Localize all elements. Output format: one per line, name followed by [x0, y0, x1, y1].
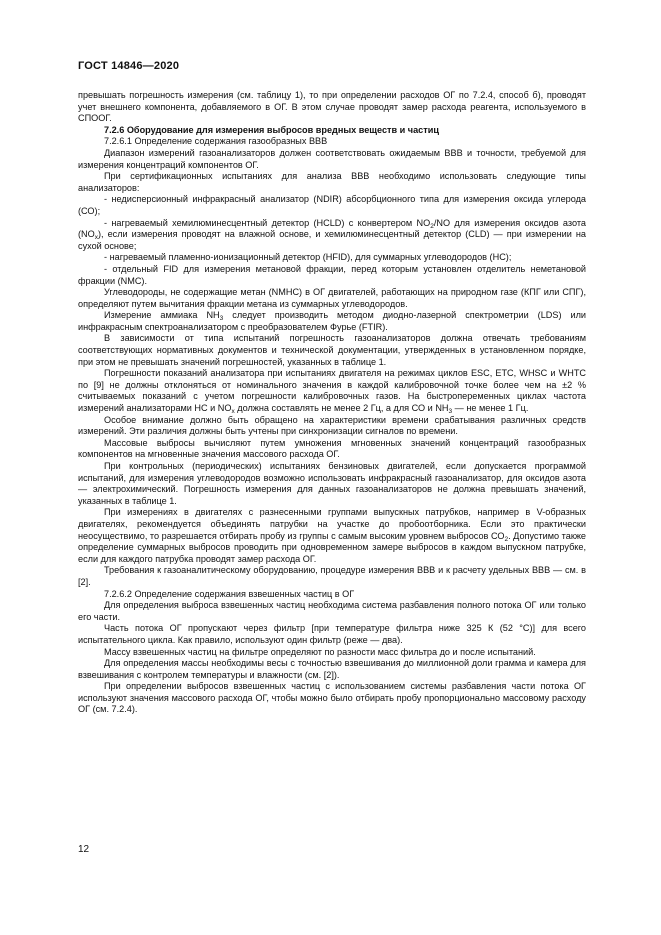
text-run: Погрешности показаний анализатора при испытаниях двигателя на режимах циклов ESC, ETC, WHSC и WHTC по [9] не должны отклоняться от номинального значения в каждой калибровочной точке более чем на ±2 % считываемых показаний с учетом погрешности калибровочных газов. На быстропеременных циклах частота измерений анализаторами НС и NO	[78, 368, 586, 414]
text-run: ), если измерения проводят на влажной основе, и хемилюминесцентный детектор (CLD) — при измерении на сухой основе;	[78, 229, 586, 251]
paragraph: Для определения массы необходимы весы с точностью взвешивания до миллионной доли грамма и камера для взвешивания с контролем температуры и влажности (см. [2]).	[78, 658, 586, 680]
paragraph: Массовые выбросы вычисляют путем умножения мгновенных значений концентраций газообразных компонентов на мгновенные значения массового расхода ОГ.	[78, 437, 586, 460]
subscript: 2	[430, 222, 434, 230]
list-item: - нагреваемый пламенно-ионизационный детектор (HFID), для суммарных углеводородов (НС);	[104, 252, 512, 263]
paragraph	[78, 507, 586, 565]
paragraph	[78, 310, 586, 333]
paragraph: При сертификационных испытаниях для анализа ВВВ необходимо использовать следующие типы анализаторов:	[78, 171, 586, 193]
text-run: должна составлять не менее 2 Гц, а для СО и NH	[234, 403, 449, 414]
page-number: 12	[78, 844, 90, 855]
subscript: 3	[219, 315, 224, 323]
paragraph: превышать погрешность измерения (см. таблицу 1), то при определении расходов ОГ по 7.2.4, способ б), проводят учет внешнего компонента, добавляемого в ОГ. В этом случае проводят замер расхода реагента, используемого в СПООГ.	[78, 90, 586, 124]
paragraph: Диапазон измерений газоанализаторов должен соответствовать ожидаемым ВВВ и точности, требуемой для измерения концентраций компонентов ОГ.	[78, 147, 586, 170]
text-run: /NO для измерения оксидов азота (NO	[78, 217, 586, 240]
subscript: x	[231, 408, 235, 416]
document-id-header: ГОСТ 14846—2020	[78, 60, 180, 72]
list-item	[78, 218, 586, 253]
paragraph: При определении выбросов взвешенных частиц с использованием системы разбавления части потока ОГ используют значения массового расхода ОГ, чтобы можно было отбирать пробу пропорционально массовому расходу ОГ (см. 7.2.4).	[78, 681, 586, 715]
list-item: - недисперсионный инфракрасный анализатор (NDIR) абсорбционного типа для измерения оксида углерода (СО);	[78, 194, 586, 216]
subscript: x	[94, 234, 98, 242]
text-run: — не менее 1 Гц.	[452, 403, 529, 414]
subsection-heading-7-2-6-1: 7.2.6.1 Определение содержания газообразных ВВВ	[104, 136, 328, 147]
paragraph: Часть потока ОГ пропускают через фильтр [при температуре фильтра ниже 325 К (52 °С)] для всего испытательного цикла. Как правило, используют один фильтр (реже — два).	[78, 623, 586, 645]
paragraph: Особое внимание должно быть обращено на характеристики времени срабатывания различных средств измерений. Эти различия должны быть учтены при синхронизации сигналов по времени.	[78, 414, 586, 437]
document-body	[78, 90, 586, 716]
subscript: 3	[448, 408, 453, 416]
paragraph: Массу взвешенных частиц на фильтре определяют по разности масс фильтра до и после испытаний.	[104, 646, 536, 657]
text-run: следует производить методом диодно-лазерной спектрометрии (LDS) или инфракрасным спектроанализатором с преобразователем Фурье (FTIR).	[78, 310, 586, 332]
paragraph: Требования к газоаналитическому оборудованию, процедуре измерения ВВВ и к расчету удельных ВВВ — см. в [2].	[78, 565, 586, 587]
text-run: . Допустимо также определение суммарных выбросов проводить при одновременном замере выбросов в каждом выпускном патрубке, если для каждого патрубка проводят замер расхода ОГ.	[78, 530, 587, 564]
subsection-heading-7-2-6-2: 7.2.6.2 Определение содержания взвешенных частиц в ОГ	[104, 588, 355, 599]
paragraph: В зависимости от типа испытаний погрешность газоанализаторов должна отвечать требованиям соответствующих нормативных документов и технической документации, утвержденных в установленном порядке, при этом не превышать значений погрешностей, указанных в таблице 1.	[78, 333, 586, 367]
list-item: - отдельный FID для измерения метановой фракции, перед которым установлен отделитель неметановой фракции (NMC).	[78, 263, 586, 286]
paragraph: При контрольных (периодических) испытаниях бензиновых двигателей, если допускается программой испытаний, для измерения углеводородов возможно использовать инфракрасный газоанализатор, для оксидов азота — электрохимический. Погрешность измерения для данных газоанализаторов не должна превышать значений, указанных в таблице 1.	[78, 461, 586, 506]
text-run: При измерениях в двигателях с разнесенными группами выпускных патрубков, например в V-образных двигателях, рекомендуется объединять патрубки на участке до пробоотборника. Если это практически неосуществимо, то разрешается отбирать пробу из группы с самым высоким уровнем выбросов СО	[78, 507, 586, 541]
paragraph: Для определения выброса взвешенных частиц необходима система разбавления полного потока ОГ или только его части.	[78, 600, 586, 622]
section-heading-7-2-6: 7.2.6 Оборудование для измерения выбросов вредных веществ и частиц	[104, 124, 439, 135]
paragraph: Углеводороды, не содержащие метан (NMHC) в ОГ двигателей, работающих на природном газе (КПГ или СПГ), определяют путем вычитания фракции метана из суммарных углеводородов.	[78, 287, 586, 309]
text-run: Измерение аммиака NH	[104, 310, 220, 321]
subscript: 2	[504, 535, 509, 543]
paragraph	[78, 368, 586, 414]
text-run: - нагреваемый хемилюминесцентный детектор (HCLD) с конвертером NO	[104, 217, 431, 228]
